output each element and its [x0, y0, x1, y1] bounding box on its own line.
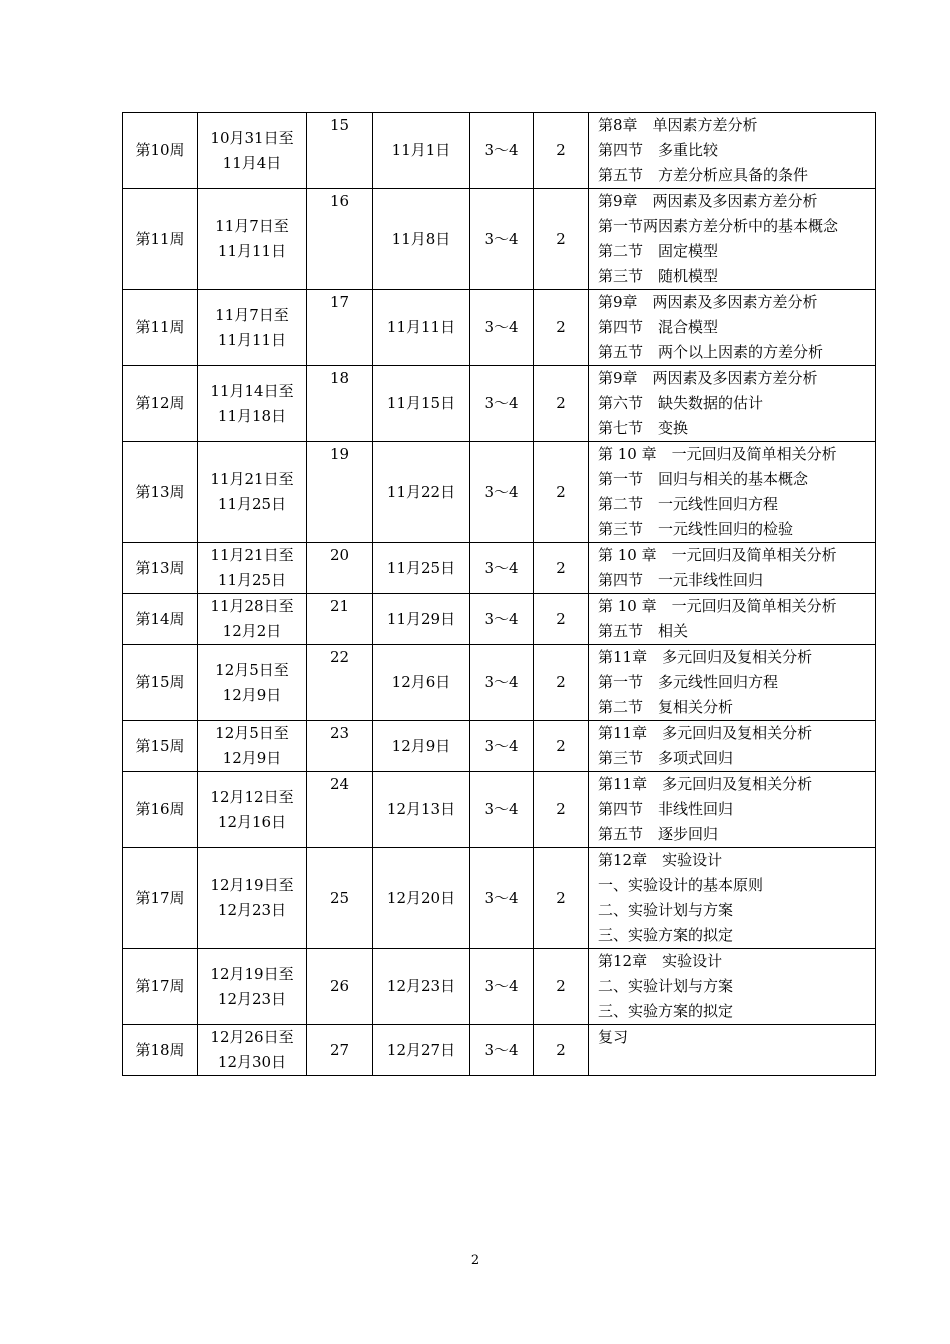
session-number-cell: 20 — [307, 543, 373, 594]
hours-cell: 2 — [534, 645, 589, 721]
table-row — [123, 949, 876, 1025]
class-date-cell: 12月27日 — [373, 1025, 470, 1076]
session-number-cell: 21 — [307, 594, 373, 645]
period-cell: 3～4 — [470, 772, 534, 848]
period-cell: 3～4 — [470, 645, 534, 721]
class-date-cell: 12月23日 — [373, 949, 470, 1025]
hours-cell: 2 — [534, 189, 589, 290]
class-date-cell: 11月25日 — [373, 543, 470, 594]
class-date-cell: 11月11日 — [373, 290, 470, 366]
session-number-cell: 22 — [307, 645, 373, 721]
period-cell: 3～4 — [470, 189, 534, 290]
session-number-cell: 24 — [307, 772, 373, 848]
table-row — [123, 366, 876, 442]
hours-cell: 2 — [534, 1025, 589, 1076]
class-date-cell: 12月9日 — [373, 721, 470, 772]
content-cell: 第11章 多元回归及复相关分析 第一节 多元线性回归方程 第二节 复相关分析 — [589, 645, 876, 721]
week-cell: 第16周 — [123, 772, 198, 848]
hours-cell: 2 — [534, 594, 589, 645]
content-cell: 第9章 两因素及多因素方差分析 第一节两因素方差分析中的基本概念 第二节 固定模型 第三节 随机模型 — [589, 189, 876, 290]
date-range-cell: 11月7日至 11月11日 — [198, 290, 307, 366]
hours-cell: 2 — [534, 772, 589, 848]
content-cell: 第 10 章 一元回归及简单相关分析 第一节 回归与相关的基本概念 第二节 一元线性回归方程 第三节 一元线性回归的检验 — [589, 442, 876, 543]
class-date-cell: 11月29日 — [373, 594, 470, 645]
content-cell: 第9章 两因素及多因素方差分析 第四节 混合模型 第五节 两个以上因素的方差分析 — [589, 290, 876, 366]
date-range-cell: 11月21日至 11月25日 — [198, 442, 307, 543]
content-cell: 第11章 多元回归及复相关分析 第三节 多项式回归 — [589, 721, 876, 772]
session-number-cell: 18 — [307, 366, 373, 442]
table-row — [123, 442, 876, 543]
period-cell: 3～4 — [470, 543, 534, 594]
table-row — [123, 848, 876, 949]
table-row — [123, 113, 876, 189]
content-cell: 复习 — [589, 1025, 876, 1076]
schedule-table — [122, 112, 876, 1076]
hours-cell: 2 — [534, 543, 589, 594]
date-range-cell: 11月28日至 12月2日 — [198, 594, 307, 645]
class-date-cell: 11月15日 — [373, 366, 470, 442]
session-number-cell: 25 — [307, 848, 373, 949]
content-cell: 第11章 多元回归及复相关分析 第四节 非线性回归 第五节 逐步回归 — [589, 772, 876, 848]
class-date-cell: 12月20日 — [373, 848, 470, 949]
hours-cell: 2 — [534, 949, 589, 1025]
content-cell: 第12章 实验设计 二、实验计划与方案 三、实验方案的拟定 — [589, 949, 876, 1025]
period-cell: 3～4 — [470, 721, 534, 772]
table-row — [123, 290, 876, 366]
table-row — [123, 721, 876, 772]
period-cell: 3～4 — [470, 366, 534, 442]
session-number-cell: 23 — [307, 721, 373, 772]
content-cell: 第12章 实验设计 一、实验设计的基本原则 二、实验计划与方案 三、实验方案的拟定 — [589, 848, 876, 949]
table-row — [123, 594, 876, 645]
date-range-cell: 12月5日至 12月9日 — [198, 645, 307, 721]
content-cell: 第 10 章 一元回归及简单相关分析 第五节 相关 — [589, 594, 876, 645]
hours-cell: 2 — [534, 721, 589, 772]
table-row — [123, 189, 876, 290]
content-cell: 第 10 章 一元回归及简单相关分析 第四节 一元非线性回归 — [589, 543, 876, 594]
table-row — [123, 543, 876, 594]
table-row — [123, 772, 876, 848]
date-range-cell: 11月21日至 11月25日 — [198, 543, 307, 594]
class-date-cell: 11月1日 — [373, 113, 470, 189]
date-range-cell: 12月5日至 12月9日 — [198, 721, 307, 772]
date-range-cell: 11月7日至 11月11日 — [198, 189, 307, 290]
period-cell: 3～4 — [470, 1025, 534, 1076]
session-number-cell: 15 — [307, 113, 373, 189]
session-number-cell: 17 — [307, 290, 373, 366]
week-cell: 第13周 — [123, 442, 198, 543]
class-date-cell: 12月13日 — [373, 772, 470, 848]
week-cell: 第10周 — [123, 113, 198, 189]
date-range-cell: 10月31日至 11月4日 — [198, 113, 307, 189]
week-cell: 第18周 — [123, 1025, 198, 1076]
hours-cell: 2 — [534, 366, 589, 442]
date-range-cell: 11月14日至 11月18日 — [198, 366, 307, 442]
week-cell: 第17周 — [123, 848, 198, 949]
period-cell: 3～4 — [470, 594, 534, 645]
week-cell: 第13周 — [123, 543, 198, 594]
content-cell: 第9章 两因素及多因素方差分析 第六节 缺失数据的估计 第七节 变换 — [589, 366, 876, 442]
table-row — [123, 645, 876, 721]
week-cell: 第17周 — [123, 949, 198, 1025]
session-number-cell: 16 — [307, 189, 373, 290]
hours-cell: 2 — [534, 442, 589, 543]
content-cell: 第8章 单因素方差分析 第四节 多重比较 第五节 方差分析应具备的条件 — [589, 113, 876, 189]
class-date-cell: 11月22日 — [373, 442, 470, 543]
week-cell: 第11周 — [123, 189, 198, 290]
week-cell: 第15周 — [123, 645, 198, 721]
hours-cell: 2 — [534, 113, 589, 189]
session-number-cell: 19 — [307, 442, 373, 543]
page-number: 2 — [470, 1253, 480, 1268]
session-number-cell: 26 — [307, 949, 373, 1025]
period-cell: 3～4 — [470, 949, 534, 1025]
hours-cell: 2 — [534, 848, 589, 949]
period-cell: 3～4 — [470, 290, 534, 366]
week-cell: 第11周 — [123, 290, 198, 366]
period-cell: 3～4 — [470, 848, 534, 949]
hours-cell: 2 — [534, 290, 589, 366]
class-date-cell: 11月8日 — [373, 189, 470, 290]
week-cell: 第15周 — [123, 721, 198, 772]
date-range-cell: 12月19日至 12月23日 — [198, 949, 307, 1025]
period-cell: 3～4 — [470, 442, 534, 543]
session-number-cell: 27 — [307, 1025, 373, 1076]
date-range-cell: 12月26日至 12月30日 — [198, 1025, 307, 1076]
week-cell: 第14周 — [123, 594, 198, 645]
week-cell: 第12周 — [123, 366, 198, 442]
table-row — [123, 1025, 876, 1076]
class-date-cell: 12月6日 — [373, 645, 470, 721]
period-cell: 3～4 — [470, 113, 534, 189]
date-range-cell: 12月12日至 12月16日 — [198, 772, 307, 848]
date-range-cell: 12月19日至 12月23日 — [198, 848, 307, 949]
